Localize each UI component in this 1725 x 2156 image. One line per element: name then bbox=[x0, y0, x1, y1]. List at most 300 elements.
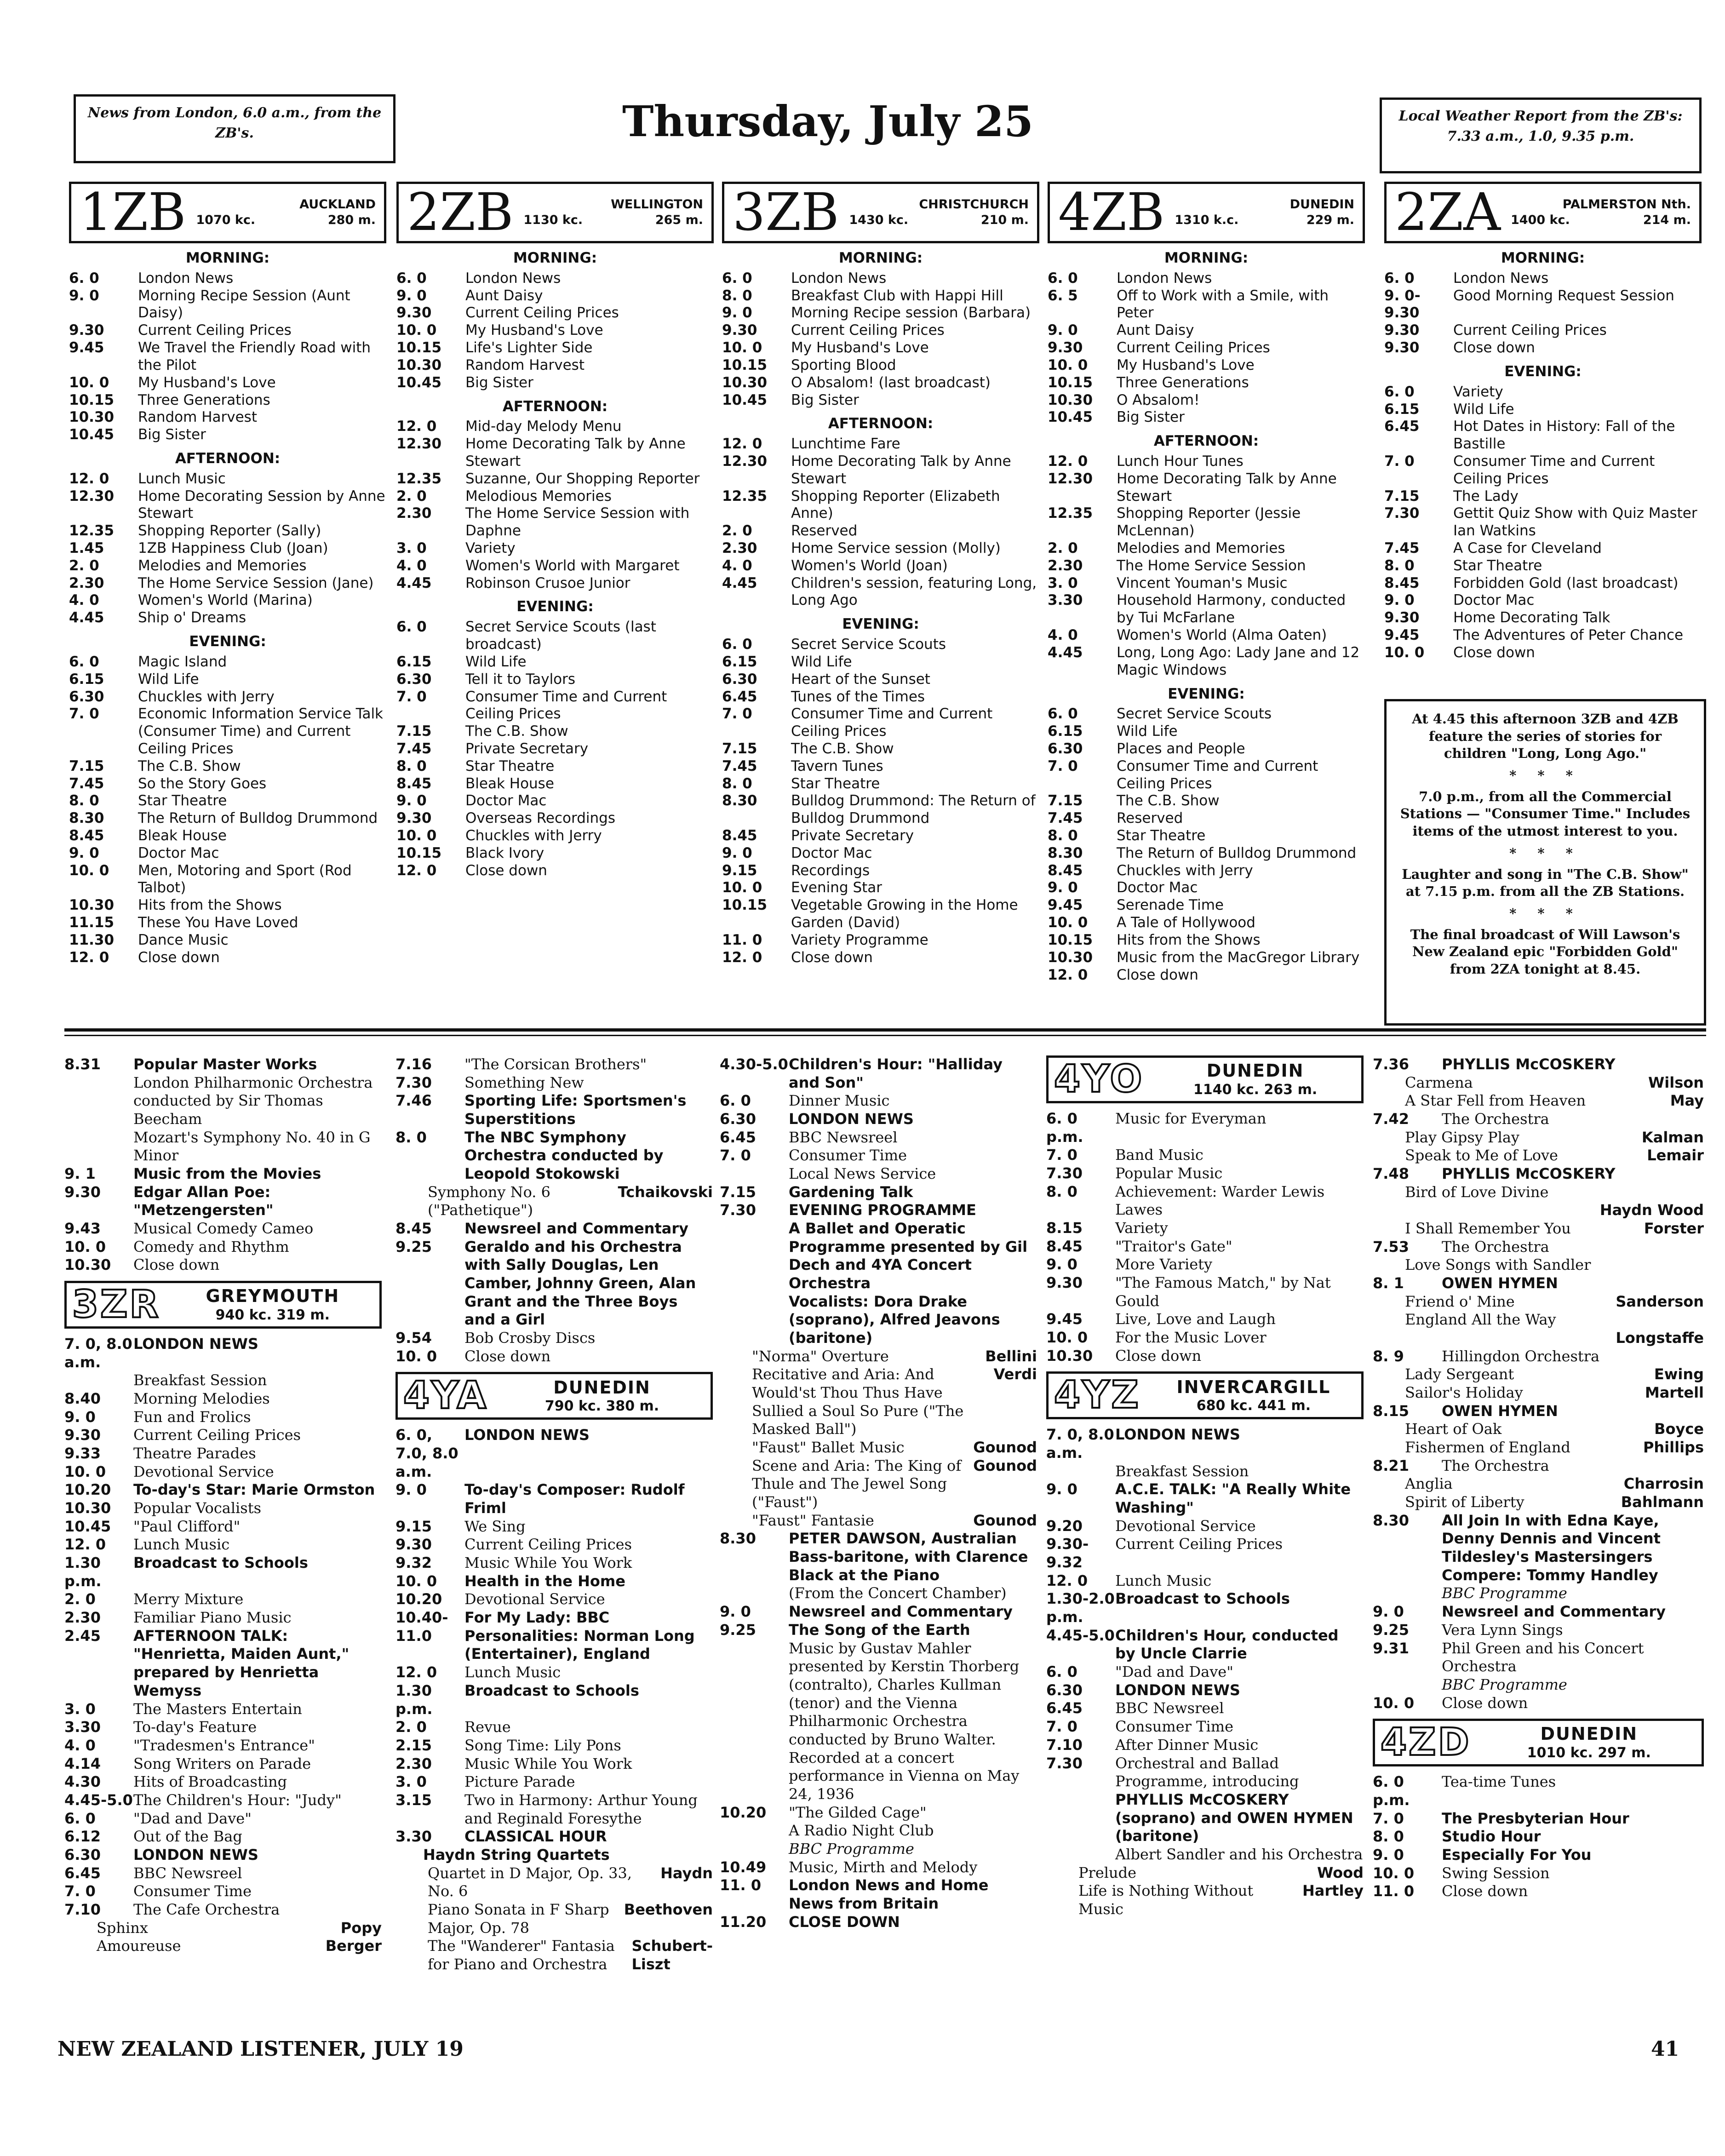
programme-title: Recordings bbox=[791, 862, 870, 879]
programme-title: Children's Hour, conducted by Uncle Clarrie bbox=[1115, 1626, 1339, 1663]
programme-title: Close down bbox=[1442, 1882, 1528, 1900]
programme-time: 8. 0 bbox=[722, 287, 752, 304]
programme-title: "Dad and Dave" bbox=[1115, 1663, 1233, 1681]
programme-title: Popular Vocalists bbox=[133, 1499, 261, 1517]
programme-title: For My Lady: BBC Personalities: Norman Long (Entertainer), England bbox=[464, 1609, 695, 1663]
programme-item bbox=[1048, 505, 1365, 540]
programme-title: Music While You Work bbox=[464, 1554, 632, 1572]
programme-item bbox=[1384, 488, 1702, 505]
programme-time: 9. 0 bbox=[69, 287, 99, 304]
programme-item bbox=[1384, 575, 1702, 592]
programme-time: 6.15 bbox=[396, 653, 432, 670]
programme-title: The Return of Bulldog Drummond bbox=[1117, 844, 1357, 861]
programme-item bbox=[720, 1858, 1037, 1877]
programme-time: 7.45 bbox=[69, 775, 104, 792]
footer-publication: NEW ZEALAND LISTENER, JULY 19 bbox=[57, 2037, 464, 2061]
programme-title: The Adventures of Peter Chance bbox=[1453, 627, 1684, 644]
station-city: DUNEDIN bbox=[1289, 197, 1354, 212]
programme-item bbox=[64, 1773, 382, 1791]
programme-item bbox=[396, 688, 714, 723]
programme-time: 1.30-2.0 p.m. bbox=[1046, 1590, 1115, 1626]
programme-item bbox=[1048, 879, 1365, 897]
programme-item bbox=[722, 949, 1039, 967]
programme-time: 6. 0 bbox=[722, 636, 752, 653]
programme-item bbox=[64, 1755, 382, 1773]
programme-time bbox=[720, 1640, 789, 1804]
programme-item bbox=[396, 436, 714, 470]
station-metres: 265 m. bbox=[655, 213, 703, 227]
programme-time: 2.30 bbox=[395, 1755, 432, 1772]
programme-title: Morning Melodies bbox=[133, 1390, 270, 1408]
programme-time: 3.30 bbox=[395, 1828, 432, 1846]
programme-time: 9. 0 bbox=[1373, 1603, 1404, 1621]
programme-title: London News bbox=[1117, 270, 1212, 287]
programme-title: BBC Programme bbox=[789, 1840, 914, 1858]
programme-item bbox=[722, 453, 1039, 488]
programme-title: Vincent Youman's Music bbox=[1117, 574, 1288, 591]
programme-time: 12. 0 bbox=[396, 862, 437, 879]
station-callsign: 3ZB bbox=[733, 183, 839, 242]
programme-time bbox=[1046, 1791, 1115, 1846]
programme-item bbox=[1046, 1426, 1364, 1462]
section-divider bbox=[64, 1028, 1706, 1032]
programme-time: 10.30 bbox=[1048, 949, 1093, 966]
programme-item bbox=[395, 1791, 713, 1828]
programme-time: 10. 0 bbox=[396, 322, 437, 339]
work-title: Lady Sergeant bbox=[1405, 1365, 1514, 1383]
station-frequency bbox=[196, 212, 376, 228]
programme-item bbox=[1384, 644, 1702, 662]
programme-time: 9. 0 bbox=[396, 287, 427, 304]
programme-title: "Traitor's Gate" bbox=[1115, 1237, 1232, 1255]
programme-item bbox=[395, 1609, 713, 1663]
programme-item bbox=[1048, 357, 1365, 374]
programme-time: 10.15 bbox=[69, 391, 115, 408]
programme-title: Devotional Service bbox=[464, 1590, 605, 1608]
programme-title: London News bbox=[465, 270, 561, 287]
musical-work bbox=[1373, 1439, 1704, 1457]
programme-time: 6. 0 bbox=[1384, 383, 1415, 400]
programme-title: LONDON NEWS bbox=[464, 1426, 590, 1444]
lower-column-1 bbox=[64, 1055, 382, 1955]
programme-title: All Join In with Edna Kaye, Denny Dennis and Vincent Tildesley's Mastersingers bbox=[1442, 1511, 1661, 1566]
programme-item bbox=[69, 932, 386, 949]
programme-item bbox=[396, 322, 714, 339]
programme-time: 6. 0 bbox=[1048, 270, 1078, 287]
programme-time bbox=[720, 1293, 789, 1348]
programme-time: 4.45-5.0 bbox=[1046, 1626, 1115, 1644]
section-heading: AFTERNOON: bbox=[175, 450, 281, 467]
programme-time: 9.30 bbox=[1048, 339, 1083, 356]
programme-time: 9.15 bbox=[722, 862, 757, 879]
programme-item bbox=[69, 671, 386, 688]
programme-time: 6. 0 bbox=[64, 1809, 96, 1827]
programme-title: Compere: Tommy Handley bbox=[1442, 1566, 1658, 1584]
programme-item bbox=[69, 792, 386, 810]
programme-item bbox=[64, 1609, 382, 1627]
programme-item bbox=[1046, 1572, 1364, 1590]
programme-title: BBC Newsreel bbox=[1115, 1699, 1224, 1717]
programme-time: 2.45 bbox=[64, 1627, 101, 1645]
programme-time: 12.30 bbox=[69, 487, 115, 505]
programme-time: 3. 0 bbox=[395, 1773, 427, 1791]
work-composer: Verdi bbox=[993, 1365, 1037, 1383]
programme-item bbox=[64, 1864, 382, 1883]
programme-time: 8.30 bbox=[1373, 1511, 1409, 1529]
programme-item bbox=[64, 1627, 382, 1700]
programme-title: Good Morning Request Session bbox=[1453, 287, 1674, 304]
programme-time: 7.53 bbox=[1373, 1238, 1409, 1256]
programme-time: 12. 0 bbox=[69, 949, 109, 966]
work-title: Recitative and Aria: And Would'st Thou Thus Have Sullied a Soul So Pure ("The Masked Ball") bbox=[752, 1365, 964, 1438]
programme-title: Big Sister bbox=[1117, 409, 1185, 426]
programme-title: The Return of Bulldog Drummond bbox=[138, 810, 378, 827]
programme-time: 4.45 bbox=[722, 574, 757, 591]
programme-item bbox=[64, 1518, 382, 1536]
programme-item bbox=[722, 287, 1039, 305]
programme-time: 9.45 bbox=[1048, 897, 1083, 914]
programme-item bbox=[1048, 862, 1365, 880]
programme-time: 7.45 bbox=[1048, 810, 1083, 827]
programme-title: Close down bbox=[465, 862, 547, 879]
programme-title: The C.B. Show bbox=[465, 723, 568, 740]
musical-work bbox=[1373, 1147, 1704, 1165]
programme-title: Fun and Frolics bbox=[133, 1408, 251, 1426]
programme-item bbox=[395, 1348, 713, 1366]
work-composer: Schubert-Liszt bbox=[631, 1937, 713, 1973]
programme-time: 2. 0 bbox=[1048, 540, 1078, 556]
programme-title: Shopping Reporter (Sally) bbox=[138, 522, 321, 539]
programme-time: 10. 0 bbox=[1048, 356, 1088, 373]
work-title: Carmena bbox=[1405, 1073, 1473, 1091]
programme-item bbox=[1373, 1864, 1704, 1883]
programme-item bbox=[722, 879, 1039, 897]
programme-time: 6.30 bbox=[1048, 740, 1083, 757]
programme-title: Broadcast to Schools bbox=[464, 1681, 639, 1699]
station-kc: 1130 kc. bbox=[523, 213, 583, 227]
programme-time: 10.30 bbox=[1046, 1347, 1093, 1365]
programme-time: 7. 0, 8.0 a.m. bbox=[1046, 1426, 1114, 1462]
programme-time: 9.45 bbox=[1046, 1310, 1083, 1328]
programme-time: 10.15 bbox=[1048, 374, 1093, 391]
programme-time: 11.30 bbox=[69, 931, 115, 948]
programme-item bbox=[396, 654, 714, 671]
programme-item bbox=[1048, 575, 1365, 592]
programme-time: 2.30 bbox=[69, 574, 104, 591]
programme-time: 6. 0 bbox=[396, 270, 427, 287]
programme-title: "The Gilded Cage" bbox=[789, 1803, 927, 1821]
programme-title: Lunch Music bbox=[138, 470, 226, 487]
musical-work bbox=[1373, 1220, 1704, 1238]
programme-time: 12.35 bbox=[722, 487, 768, 505]
programme-time bbox=[720, 1822, 789, 1840]
programme-title: Current Ceiling Prices bbox=[465, 304, 619, 321]
programme-item bbox=[1048, 409, 1365, 426]
programme-time: 6. 0, 7.0, 8.0 a.m. bbox=[395, 1426, 458, 1480]
programme-time: 9.31 bbox=[1373, 1639, 1409, 1657]
programme-title: OWEN HYMEN bbox=[1442, 1402, 1558, 1420]
programme-title: PHYLLIS McCOSKERY bbox=[1442, 1055, 1616, 1073]
programme-title: Broadcast to Schools bbox=[1115, 1590, 1290, 1608]
programme-item bbox=[1373, 1882, 1704, 1901]
programme-title: The Presbyterian Hour bbox=[1442, 1809, 1629, 1827]
programme-time: 6.15 bbox=[722, 653, 757, 670]
programme-time: 10.20 bbox=[720, 1803, 767, 1821]
programme-time: 4. 0 bbox=[69, 592, 99, 609]
work-title: Fishermen of England bbox=[1405, 1439, 1570, 1456]
programme-title: The Cafe Orchestra bbox=[133, 1900, 280, 1918]
programme-time: 10.15 bbox=[722, 356, 768, 373]
programme-title: Consumer Time and Current Ceiling Prices bbox=[1117, 757, 1318, 792]
station-callsign: 2ZA bbox=[1395, 183, 1501, 242]
station-header bbox=[1048, 182, 1365, 243]
programme-time: 9. 0 bbox=[1048, 879, 1078, 896]
work-title: Love Songs with Sandler bbox=[1405, 1256, 1591, 1274]
programme-item bbox=[64, 1074, 382, 1129]
programme-item bbox=[722, 339, 1039, 357]
programme-title: A.C.E. TALK: "A Really White Washing" bbox=[1115, 1480, 1351, 1517]
programme-title: For the Music Lover bbox=[1115, 1329, 1267, 1347]
programme-time: 10. 0 bbox=[395, 1572, 437, 1590]
programme-title: Lunch Music bbox=[133, 1536, 230, 1554]
musical-work bbox=[720, 1457, 1037, 1512]
station-box-3zr bbox=[64, 1281, 382, 1329]
programme-title: Consumer Time bbox=[133, 1882, 252, 1900]
programme-item bbox=[1384, 557, 1702, 575]
programme-time: 6.30 bbox=[396, 671, 432, 688]
programme-time bbox=[64, 1129, 133, 1165]
programme-item bbox=[1046, 1699, 1364, 1718]
programme-item bbox=[722, 522, 1039, 540]
programme-title: Band Music bbox=[1115, 1146, 1203, 1164]
programme-title: Black Ivory bbox=[465, 844, 544, 861]
programme-item bbox=[1373, 1603, 1704, 1621]
programme-item bbox=[720, 1640, 1037, 1804]
programme-item bbox=[69, 897, 386, 914]
programme-title: Melodious Memories bbox=[465, 487, 612, 505]
work-composer: Ewing bbox=[1654, 1365, 1704, 1383]
programme-time: 7.30 bbox=[720, 1201, 756, 1219]
programme-time: 7.10 bbox=[64, 1900, 101, 1918]
programme-item bbox=[1384, 287, 1702, 322]
programme-item bbox=[1373, 1055, 1704, 1074]
programme-item bbox=[69, 270, 386, 287]
programme-time: 9.45 bbox=[1384, 627, 1420, 644]
programme-time: 8.45 bbox=[1048, 862, 1083, 879]
programme-title: Wild Life bbox=[791, 653, 852, 670]
programme-item bbox=[396, 845, 714, 862]
station-frequency: 680 kc. 441 m. bbox=[1196, 1398, 1311, 1414]
programme-title: BBC Newsreel bbox=[789, 1128, 898, 1146]
programme-item bbox=[64, 1445, 382, 1463]
programme-time: 12.30 bbox=[396, 436, 442, 453]
station-callsign: 4YA bbox=[403, 1374, 488, 1418]
programme-item bbox=[1048, 627, 1365, 644]
programme-item bbox=[1048, 810, 1365, 827]
programme-time: 7. 0 bbox=[396, 688, 427, 705]
programme-title: Suzanne, Our Shopping Reporter bbox=[465, 470, 700, 487]
programme-item bbox=[722, 897, 1039, 932]
programme-item bbox=[722, 540, 1039, 557]
programme-time bbox=[1046, 1462, 1115, 1481]
programme-time: 6.45 bbox=[1046, 1699, 1083, 1717]
station-callsign: 1ZB bbox=[80, 183, 186, 242]
programme-title: Three Generations bbox=[1117, 374, 1249, 391]
programme-item bbox=[396, 723, 714, 740]
station-frequency: 1010 kc. 297 m. bbox=[1527, 1744, 1651, 1761]
programme-item bbox=[722, 740, 1039, 758]
programme-title: Wild Life bbox=[1117, 723, 1178, 740]
work-composer: Kalman bbox=[1641, 1128, 1704, 1146]
station-city: GREYMOUTH bbox=[206, 1286, 340, 1307]
programme-item bbox=[395, 1682, 713, 1718]
work-composer: Hartley bbox=[1302, 1882, 1364, 1900]
programme-item bbox=[1048, 644, 1365, 679]
section-heading: EVENING: bbox=[842, 616, 919, 633]
programme-title: "Tradesmen's Entrance" bbox=[133, 1736, 315, 1754]
programme-time: 7. 0 bbox=[720, 1147, 751, 1164]
programme-title: Dinner Music bbox=[789, 1092, 890, 1110]
work-title: Piano Sonata in F Sharp Major, Op. 78 bbox=[428, 1900, 609, 1937]
programme-time bbox=[720, 1840, 789, 1858]
programme-item bbox=[1384, 609, 1702, 627]
programme-title: The NBC Symphony Orchestra conducted by Leopold Stokowski bbox=[464, 1128, 664, 1183]
programme-time: 10. 0 bbox=[396, 827, 437, 844]
programme-time: 7. 0 bbox=[1384, 453, 1415, 470]
programme-item bbox=[1384, 418, 1702, 453]
programme-title: LONDON NEWS bbox=[133, 1335, 258, 1353]
programme-time: 2.15 bbox=[395, 1736, 432, 1754]
programme-title: Lunch Music bbox=[1115, 1571, 1212, 1589]
programme-item bbox=[396, 418, 714, 436]
work-composer: Sanderson bbox=[1616, 1292, 1704, 1310]
programme-item bbox=[1384, 627, 1702, 644]
programme-time: 10.45 bbox=[64, 1517, 111, 1535]
section-heading: EVENING: bbox=[516, 598, 594, 615]
programme-item bbox=[395, 1074, 713, 1092]
programme-item bbox=[720, 1183, 1037, 1202]
programme-time: 6.30 bbox=[69, 688, 104, 705]
programme-title: OWEN HYMEN bbox=[1442, 1274, 1558, 1292]
section-heading: AFTERNOON: bbox=[1153, 433, 1259, 450]
programme-title: Vegetable Growing in the Home Garden (David) bbox=[791, 897, 1018, 931]
station-city: INVERCARGILL bbox=[1176, 1376, 1331, 1397]
station-box-4yo bbox=[1046, 1055, 1364, 1103]
programme-item bbox=[64, 1499, 382, 1518]
programme-time: 9.30 bbox=[1384, 322, 1420, 339]
programme-time: 3.30 bbox=[64, 1718, 101, 1736]
programme-title: Close down bbox=[1453, 339, 1535, 356]
programme-time: 9.25 bbox=[1373, 1621, 1409, 1639]
programme-item bbox=[1373, 1165, 1704, 1183]
programme-item bbox=[69, 609, 386, 627]
station-info bbox=[196, 197, 376, 228]
programme-item bbox=[1373, 1694, 1704, 1713]
programme-item bbox=[64, 1737, 382, 1755]
programme-item bbox=[1048, 845, 1365, 862]
programme-time: 10. 0 bbox=[1373, 1864, 1415, 1882]
work-composer: Haydn bbox=[660, 1864, 713, 1882]
musical-work bbox=[1373, 1311, 1704, 1329]
programme-title: Reserved bbox=[791, 522, 858, 539]
programme-time bbox=[720, 1584, 789, 1603]
programme-time: 10.45 bbox=[69, 426, 115, 443]
station-info bbox=[849, 197, 1029, 228]
programme-time: 8.45 bbox=[1046, 1237, 1083, 1255]
programme-title: Close down bbox=[791, 949, 873, 966]
programme-time: 10.40-11.0 bbox=[395, 1609, 448, 1645]
programme-item bbox=[395, 1055, 713, 1074]
programme-time: 10. 0 bbox=[69, 374, 109, 391]
programme-item bbox=[1046, 1329, 1364, 1347]
programme-title: Women's World (Alma Oaten) bbox=[1117, 627, 1327, 644]
programme-item bbox=[1048, 453, 1365, 470]
station-kc: 1310 k.c. bbox=[1175, 213, 1239, 227]
programme-time: 8.45 bbox=[69, 827, 104, 844]
programme-time: 2. 0 bbox=[396, 487, 427, 505]
programme-item bbox=[69, 705, 386, 757]
programme-time bbox=[64, 1371, 133, 1390]
programme-title: Breakfast Session bbox=[133, 1371, 267, 1389]
programme-title: The C.B. Show bbox=[791, 740, 894, 757]
programme-title: BBC Programme bbox=[1442, 1675, 1567, 1693]
programme-item bbox=[1046, 1846, 1364, 1864]
programme-time: 10.30 bbox=[64, 1499, 111, 1517]
programme-item bbox=[1384, 453, 1702, 488]
work-title: Bird of Love Divine bbox=[1405, 1183, 1549, 1201]
programme-time: 10.30 bbox=[69, 409, 115, 426]
programme-title: Doctor Mac bbox=[465, 792, 547, 809]
programme-time: 8. 0 bbox=[1046, 1182, 1077, 1200]
station-city: DUNEDIN bbox=[1540, 1724, 1638, 1744]
programme-title: Overseas Recordings bbox=[465, 810, 615, 827]
section-heading: EVENING: bbox=[189, 633, 266, 650]
work-title: The "Wanderer" Fantasia for Piano and Orchestra bbox=[428, 1937, 615, 1973]
station-info bbox=[1155, 1061, 1356, 1098]
station-header bbox=[1384, 182, 1702, 243]
programme-item bbox=[395, 1773, 713, 1791]
station-metres: 229 m. bbox=[1306, 213, 1354, 227]
programme-item bbox=[395, 1092, 713, 1128]
programme-item bbox=[722, 270, 1039, 287]
programme-time: 7.45 bbox=[396, 740, 432, 757]
programme-item bbox=[64, 1718, 382, 1737]
work-composer: Charrosin bbox=[1623, 1475, 1704, 1493]
programme-item bbox=[396, 827, 714, 845]
programme-time: 8.30 bbox=[1048, 844, 1083, 861]
programme-item bbox=[1373, 1110, 1704, 1129]
programme-title: Gardening Talk bbox=[789, 1183, 913, 1201]
programme-title: So the Story Goes bbox=[138, 775, 267, 792]
programme-time: 9. 0 bbox=[1046, 1480, 1077, 1498]
section-heading: MORNING: bbox=[838, 250, 923, 266]
programme-time: 2.30 bbox=[64, 1609, 101, 1627]
programme-title: Star Theatre bbox=[465, 757, 555, 774]
work-title: I Shall Remember You bbox=[1405, 1220, 1571, 1238]
programme-title: Magic Island bbox=[138, 653, 227, 670]
programme-title: Current Ceiling Prices bbox=[464, 1536, 632, 1554]
programme-item bbox=[722, 488, 1039, 523]
news-note: News from London, 6.0 a.m., from the ZB's. bbox=[74, 94, 395, 163]
programme-time: 3. 0 bbox=[1048, 574, 1078, 591]
musical-work bbox=[1373, 1420, 1704, 1439]
programme-item bbox=[1373, 1402, 1704, 1421]
programme-item bbox=[64, 1371, 382, 1390]
programme-item bbox=[1046, 1164, 1364, 1183]
work-title: Quartet in D Major, Op. 33, No. 6 bbox=[428, 1864, 632, 1900]
station-callsign: 3ZR bbox=[72, 1283, 160, 1327]
programme-item bbox=[1048, 540, 1365, 557]
